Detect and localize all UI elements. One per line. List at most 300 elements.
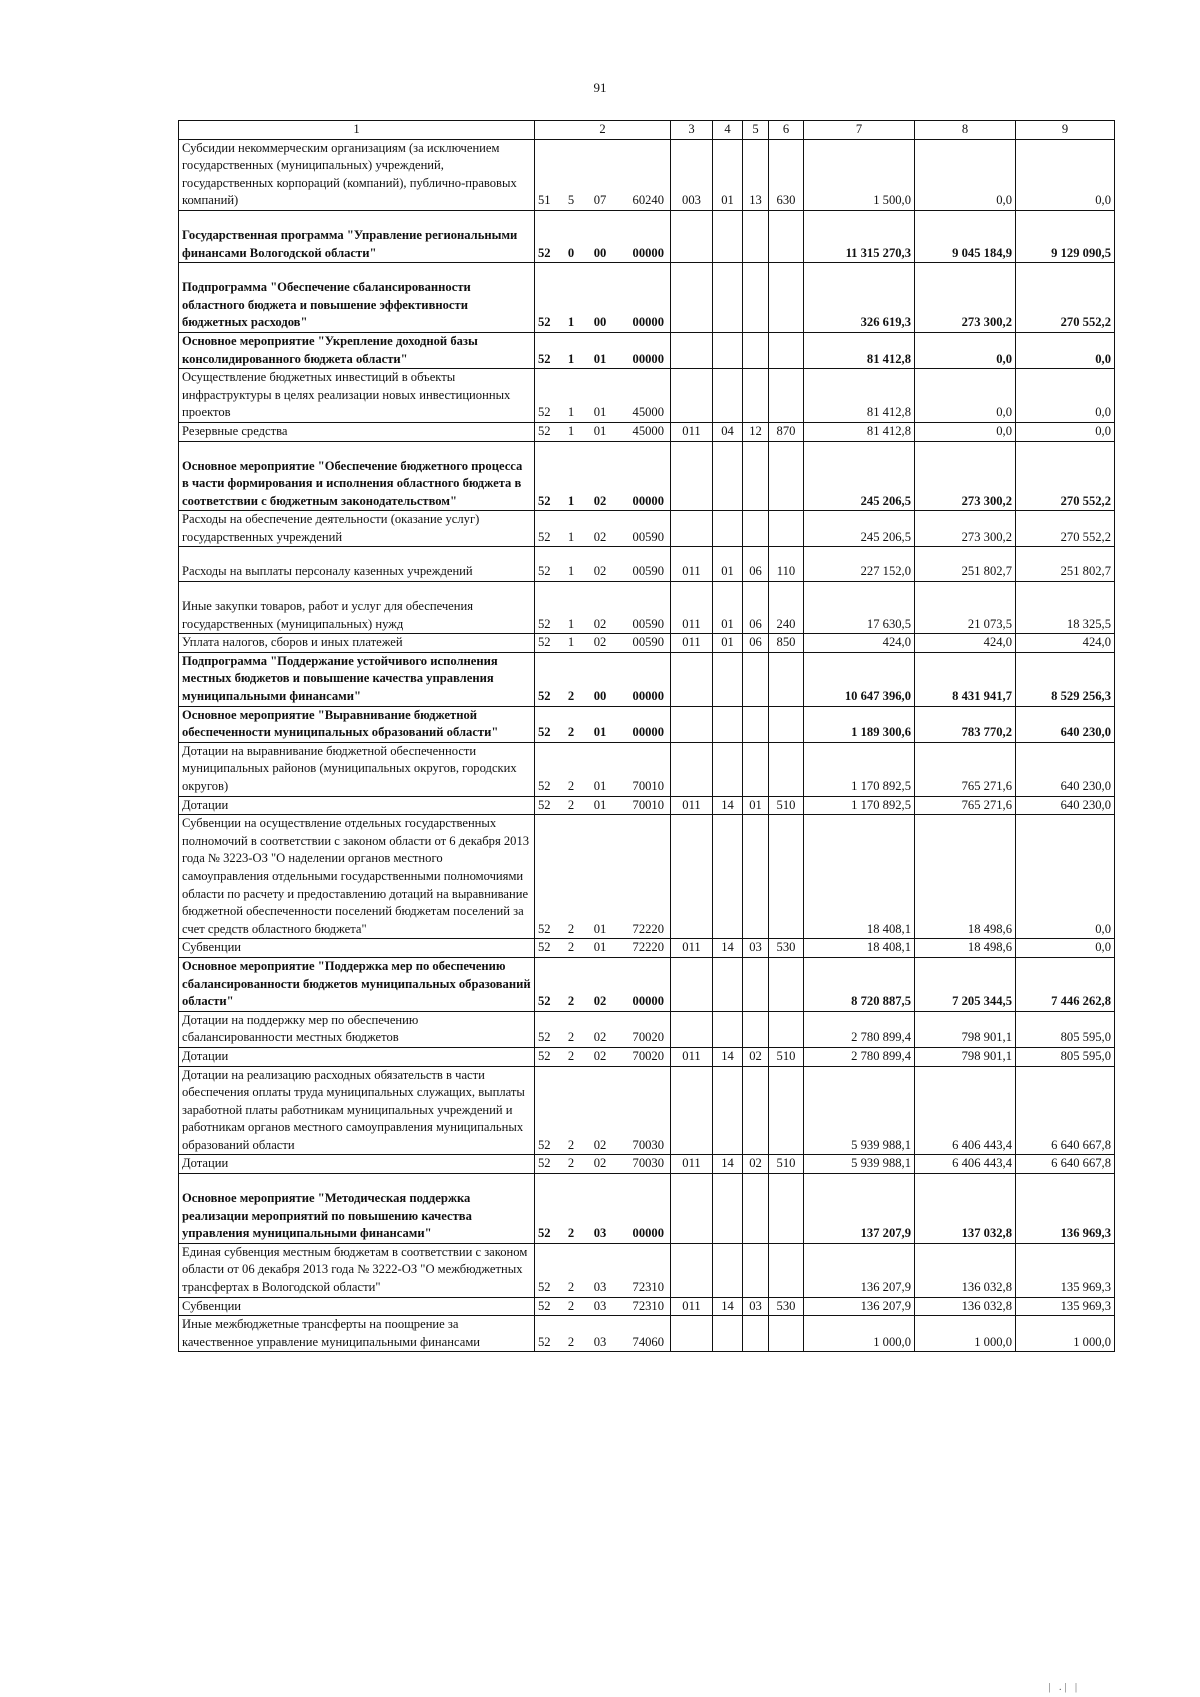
code-part-k2: 2 xyxy=(567,725,575,740)
table-body xyxy=(179,139,1115,1352)
department-code xyxy=(671,957,713,1011)
subsection-code xyxy=(743,957,769,1011)
amount-col8: 136 032,8 xyxy=(915,1297,1016,1316)
amount-col9: 136 969,3 xyxy=(1016,1174,1115,1244)
target-article-code xyxy=(535,1243,671,1297)
section-code xyxy=(713,332,743,368)
department-code: 011 xyxy=(671,1297,713,1316)
table-row xyxy=(179,939,1115,958)
table-row xyxy=(179,706,1115,742)
code-part-k1: 52 xyxy=(538,940,551,955)
table-row xyxy=(179,263,1115,333)
target-article-code xyxy=(535,939,671,958)
table-row xyxy=(179,582,1115,634)
code-part-k2: 2 xyxy=(567,1030,575,1045)
section-code: 01 xyxy=(713,547,743,582)
section-code: 14 xyxy=(713,939,743,958)
amount-col7: 1 500,0 xyxy=(804,139,915,210)
code-part-k1: 52 xyxy=(538,351,551,366)
code-part-k1: 52 xyxy=(538,1048,551,1063)
section-code xyxy=(713,1316,743,1352)
column-header: 2 xyxy=(535,121,671,140)
row-name: Подпрограмма "Поддержание устойчивого исполнения местных бюджетов и повышение качества управления муниципальными финансами" xyxy=(179,652,535,706)
department-code xyxy=(671,1316,713,1352)
target-article-code xyxy=(535,1174,671,1244)
expense-type-code xyxy=(769,652,804,706)
department-code: 011 xyxy=(671,796,713,815)
code-part-k2: 1 xyxy=(567,529,575,544)
code-part-k3: 00 xyxy=(593,245,607,260)
code-part-k3: 07 xyxy=(593,193,607,208)
amount-col9: 0,0 xyxy=(1016,939,1115,958)
expense-type-code: 110 xyxy=(769,547,804,582)
code-part-k3: 02 xyxy=(593,635,607,650)
subsection-code: 01 xyxy=(743,796,769,815)
subsection-code: 02 xyxy=(743,1047,769,1066)
column-header: 9 xyxy=(1016,121,1115,140)
target-article-code xyxy=(535,1066,671,1155)
amount-col7: 136 207,9 xyxy=(804,1297,915,1316)
amount-col9: 0,0 xyxy=(1016,139,1115,210)
code-part-k3: 02 xyxy=(593,1048,607,1063)
amount-col8: 783 770,2 xyxy=(915,706,1016,742)
code-part-k2: 2 xyxy=(567,779,575,793)
amount-col9: 7 446 262,8 xyxy=(1016,957,1115,1011)
code-part-k2: 2 xyxy=(567,1137,575,1152)
code-part-k4: 70020 xyxy=(632,1030,664,1045)
subsection-code: 13 xyxy=(743,139,769,210)
code-part-k3: 02 xyxy=(593,1030,607,1045)
expense-type-code: 530 xyxy=(769,1297,804,1316)
row-name: Государственная программа "Управление региональными финансами Вологодской области" xyxy=(179,210,535,262)
amount-col9: 8 529 256,3 xyxy=(1016,652,1115,706)
table-row xyxy=(179,1066,1115,1155)
expense-type-code xyxy=(769,1011,804,1047)
code-part-k4: 74060 xyxy=(632,1334,664,1349)
column-header: 5 xyxy=(743,121,769,140)
amount-col8: 0,0 xyxy=(915,422,1016,441)
subsection-code xyxy=(743,511,769,547)
expense-type-code xyxy=(769,1316,804,1352)
code-part-k3: 00 xyxy=(593,689,607,704)
target-article-code xyxy=(535,263,671,333)
section-code xyxy=(713,957,743,1011)
code-part-k2: 1 xyxy=(567,351,575,366)
section-code xyxy=(713,742,743,796)
section-code xyxy=(713,1243,743,1297)
table-row xyxy=(179,796,1115,815)
expense-type-code xyxy=(769,957,804,1011)
code-part-k1: 52 xyxy=(538,635,551,650)
subsection-code xyxy=(743,742,769,796)
table-row xyxy=(179,815,1115,939)
department-code xyxy=(671,1011,713,1047)
column-header: 4 xyxy=(713,121,743,140)
section-code xyxy=(713,1174,743,1244)
code-part-k2: 5 xyxy=(567,193,575,208)
department-code: 003 xyxy=(671,139,713,210)
code-part-k4: 70020 xyxy=(632,1048,664,1063)
expense-type-code xyxy=(769,332,804,368)
code-part-k2: 2 xyxy=(567,1334,575,1349)
target-article-code xyxy=(535,634,671,653)
amount-col9: 135 969,3 xyxy=(1016,1297,1115,1316)
amount-col8: 765 271,6 xyxy=(915,742,1016,796)
code-part-k3: 01 xyxy=(593,725,607,740)
code-part-k1: 52 xyxy=(538,405,551,420)
amount-col9: 270 552,2 xyxy=(1016,511,1115,547)
amount-col8: 0,0 xyxy=(915,369,1016,423)
department-code xyxy=(671,1174,713,1244)
code-part-k2: 2 xyxy=(567,689,575,704)
code-part-k2: 1 xyxy=(567,493,575,508)
code-part-k2: 2 xyxy=(567,921,575,936)
department-code xyxy=(671,511,713,547)
column-header: 1 xyxy=(179,121,535,140)
code-part-k1: 52 xyxy=(538,725,551,740)
subsection-code xyxy=(743,263,769,333)
code-part-k4: 70010 xyxy=(632,797,664,812)
column-header: 8 xyxy=(915,121,1016,140)
amount-col7: 1 000,0 xyxy=(804,1316,915,1352)
amount-col8: 798 901,1 xyxy=(915,1047,1016,1066)
table-row xyxy=(179,511,1115,547)
code-part-k1: 52 xyxy=(538,1137,551,1152)
column-header: 3 xyxy=(671,121,713,140)
row-name: Основное мероприятие "Выравнивание бюджетной обеспеченности муниципальных образований области" xyxy=(179,706,535,742)
section-code: 14 xyxy=(713,1155,743,1174)
expense-type-code xyxy=(769,210,804,262)
row-name: Расходы на обеспечение деятельности (оказание услуг) государственных учреждений xyxy=(179,511,535,547)
code-part-k2: 2 xyxy=(567,994,575,1009)
subsection-code: 12 xyxy=(743,422,769,441)
code-part-k3: 03 xyxy=(593,1298,607,1313)
code-part-k2: 1 xyxy=(567,564,575,579)
amount-col8: 6 406 443,4 xyxy=(915,1066,1016,1155)
amount-col9: 270 552,2 xyxy=(1016,263,1115,333)
amount-col8: 765 271,6 xyxy=(915,796,1016,815)
amount-col7: 2 780 899,4 xyxy=(804,1047,915,1066)
amount-col7: 245 206,5 xyxy=(804,511,915,547)
row-name: Основное мероприятие "Методическая поддержка реализации мероприятий по повышению качества управления муниципальными финансами" xyxy=(179,1174,535,1244)
row-name: Субвенции xyxy=(179,1297,535,1316)
code-part-k3: 02 xyxy=(593,1156,607,1171)
table-row xyxy=(179,957,1115,1011)
table-row xyxy=(179,1297,1115,1316)
expense-type-code xyxy=(769,263,804,333)
section-code: 04 xyxy=(713,422,743,441)
department-code xyxy=(671,706,713,742)
target-article-code xyxy=(535,815,671,939)
department-code xyxy=(671,441,713,511)
code-part-k1: 52 xyxy=(538,564,551,579)
code-part-k3: 02 xyxy=(593,1137,607,1152)
code-part-k1: 52 xyxy=(538,689,551,704)
code-part-k4: 72310 xyxy=(632,1280,664,1295)
department-code: 011 xyxy=(671,582,713,634)
amount-col9: 9 129 090,5 xyxy=(1016,210,1115,262)
code-part-k4: 00590 xyxy=(632,529,664,544)
amount-col7: 17 630,5 xyxy=(804,582,915,634)
code-part-k3: 03 xyxy=(593,1280,607,1295)
code-part-k2: 2 xyxy=(567,1156,575,1171)
row-name: Дотации на реализацию расходных обязательств в части обеспечения оплаты труда муниципальных служащих, выплаты заработной платы работникам муниципальных учреждений и работникам органов местного самоуправления муниципальных образований области xyxy=(179,1066,535,1155)
code-part-k3: 03 xyxy=(593,1226,607,1241)
expense-type-code: 510 xyxy=(769,796,804,815)
section-code xyxy=(713,1011,743,1047)
code-part-k1: 52 xyxy=(538,1030,551,1045)
table-row xyxy=(179,1155,1115,1174)
corner-marks: | .| | xyxy=(1048,1682,1080,1693)
target-article-code xyxy=(535,210,671,262)
table-row xyxy=(179,1174,1115,1244)
page-number: 91 xyxy=(593,80,607,95)
amount-col9: 424,0 xyxy=(1016,634,1115,653)
department-code: 011 xyxy=(671,1047,713,1066)
subsection-code xyxy=(743,441,769,511)
code-part-k3: 02 xyxy=(593,994,607,1009)
amount-col7: 5 939 988,1 xyxy=(804,1066,915,1155)
subsection-code xyxy=(743,1174,769,1244)
amount-col9: 0,0 xyxy=(1016,815,1115,939)
code-part-k2: 1 xyxy=(567,635,575,650)
code-part-k1: 51 xyxy=(538,193,551,208)
code-part-k3: 02 xyxy=(593,529,607,544)
code-part-k2: 0 xyxy=(567,245,575,260)
code-part-k4: 70030 xyxy=(632,1137,664,1152)
amount-col9: 135 969,3 xyxy=(1016,1243,1115,1297)
department-code: 011 xyxy=(671,939,713,958)
department-code xyxy=(671,1066,713,1155)
table-row xyxy=(179,634,1115,653)
amount-col7: 245 206,5 xyxy=(804,441,915,511)
code-part-k4: 00000 xyxy=(632,725,664,740)
code-part-k1: 52 xyxy=(538,921,551,936)
expense-type-code: 630 xyxy=(769,139,804,210)
department-code xyxy=(671,652,713,706)
code-part-k3: 02 xyxy=(593,493,607,508)
amount-col7: 1 170 892,5 xyxy=(804,796,915,815)
code-part-k1: 52 xyxy=(538,423,551,438)
amount-col7: 10 647 396,0 xyxy=(804,652,915,706)
amount-col8: 21 073,5 xyxy=(915,582,1016,634)
code-part-k3: 00 xyxy=(593,315,607,330)
department-code xyxy=(671,332,713,368)
amount-col7: 137 207,9 xyxy=(804,1174,915,1244)
table-row xyxy=(179,547,1115,582)
amount-col8: 7 205 344,5 xyxy=(915,957,1016,1011)
section-code: 14 xyxy=(713,1297,743,1316)
table-row xyxy=(179,441,1115,511)
amount-col8: 136 032,8 xyxy=(915,1243,1016,1297)
row-name: Дотации xyxy=(179,1155,535,1174)
amount-col8: 18 498,6 xyxy=(915,939,1016,958)
department-code: 011 xyxy=(671,422,713,441)
target-article-code xyxy=(535,422,671,441)
code-part-k1: 52 xyxy=(538,245,551,260)
amount-col8: 18 498,6 xyxy=(915,815,1016,939)
expense-type-code: 510 xyxy=(769,1047,804,1066)
code-part-k1: 52 xyxy=(538,1280,551,1295)
row-name: Осуществление бюджетных инвестиций в объекты инфраструктуры в целях реализации новых инвестиционных проектов xyxy=(179,369,535,423)
expense-type-code xyxy=(769,369,804,423)
code-part-k3: 01 xyxy=(593,940,607,955)
code-part-k1: 52 xyxy=(538,994,551,1009)
code-part-k2: 1 xyxy=(567,616,575,631)
subsection-code xyxy=(743,652,769,706)
subsection-code: 03 xyxy=(743,939,769,958)
amount-col9: 0,0 xyxy=(1016,422,1115,441)
amount-col7: 18 408,1 xyxy=(804,939,915,958)
row-name: Субсидии некоммерческим организациям (за исключением государственных (муниципальных) учреждений, государственных корпораций (компаний), публично-правовых компаний) xyxy=(179,139,535,210)
section-code: 01 xyxy=(713,634,743,653)
section-code xyxy=(713,511,743,547)
row-name: Единая субвенция местным бюджетам в соответствии с законом области от 06 декабря 2013 года № 3222-ОЗ "О межбюджетных трансфертах в Вологодской области" xyxy=(179,1243,535,1297)
code-part-k1: 52 xyxy=(538,1156,551,1171)
table-row xyxy=(179,652,1115,706)
budget-table xyxy=(178,120,1115,1352)
row-name: Основное мероприятие "Обеспечение бюджетного процесса в части формирования и исполнения областного бюджета в соответствии с бюджетным законодательством" xyxy=(179,441,535,511)
amount-col8: 6 406 443,4 xyxy=(915,1155,1016,1174)
table-row xyxy=(179,1243,1115,1297)
target-article-code xyxy=(535,652,671,706)
section-code xyxy=(713,706,743,742)
row-name: Основное мероприятие "Поддержка мер по обеспечению сбалансированности бюджетов муниципальных образований области" xyxy=(179,957,535,1011)
amount-col7: 81 412,8 xyxy=(804,332,915,368)
row-name: Субвенции на осуществление отдельных государственных полномочий в соответствии с законом области от 6 декабря 2013 года № 3223-ОЗ "О наделении органов местного самоуправления отдельными государственными полномочиями области по расчету и предоставлению дотаций на выравнивание бюджетной обеспеченности поселений бюджетам поселений за счет средств областного бюджета" xyxy=(179,815,535,939)
subsection-code xyxy=(743,1066,769,1155)
code-part-k3: 01 xyxy=(593,921,607,936)
table-row xyxy=(179,742,1115,796)
section-code xyxy=(713,815,743,939)
code-part-k2: 2 xyxy=(567,1280,575,1295)
section-code xyxy=(713,369,743,423)
department-code xyxy=(671,369,713,423)
row-name: Дотации xyxy=(179,796,535,815)
code-part-k3: 02 xyxy=(593,564,607,579)
code-part-k1: 52 xyxy=(538,1298,551,1313)
subsection-code xyxy=(743,369,769,423)
amount-col9: 640 230,0 xyxy=(1016,742,1115,796)
amount-col8: 9 045 184,9 xyxy=(915,210,1016,262)
code-part-k1: 52 xyxy=(538,493,551,508)
code-part-k3: 01 xyxy=(593,351,607,366)
code-part-k2: 2 xyxy=(567,797,575,812)
department-code: 011 xyxy=(671,634,713,653)
amount-col7: 18 408,1 xyxy=(804,815,915,939)
target-article-code xyxy=(535,1011,671,1047)
amount-col7: 5 939 988,1 xyxy=(804,1155,915,1174)
code-part-k2: 2 xyxy=(567,1298,575,1313)
department-code xyxy=(671,210,713,262)
column-header: 7 xyxy=(804,121,915,140)
amount-col7: 1 170 892,5 xyxy=(804,742,915,796)
department-code xyxy=(671,263,713,333)
row-name: Расходы на выплаты персоналу казенных учреждений xyxy=(179,547,535,582)
table-row xyxy=(179,1047,1115,1066)
code-part-k4: 00000 xyxy=(632,245,664,260)
target-article-code xyxy=(535,582,671,634)
amount-col9: 805 595,0 xyxy=(1016,1011,1115,1047)
code-part-k1: 52 xyxy=(538,1226,551,1241)
code-part-k4: 45000 xyxy=(632,405,664,420)
expense-type-code xyxy=(769,441,804,511)
row-name: Дотации xyxy=(179,1047,535,1066)
target-article-code xyxy=(535,957,671,1011)
code-part-k2: 1 xyxy=(567,423,575,438)
amount-col8: 273 300,2 xyxy=(915,263,1016,333)
target-article-code xyxy=(535,1047,671,1066)
code-part-k4: 70030 xyxy=(632,1156,664,1171)
section-code xyxy=(713,441,743,511)
subsection-code xyxy=(743,815,769,939)
code-part-k2: 2 xyxy=(567,940,575,955)
expense-type-code xyxy=(769,1066,804,1155)
expense-type-code xyxy=(769,815,804,939)
code-part-k4: 72220 xyxy=(632,940,664,955)
code-part-k1: 52 xyxy=(538,1334,551,1349)
amount-col8: 273 300,2 xyxy=(915,511,1016,547)
code-part-k4: 00000 xyxy=(632,493,664,508)
code-part-k4: 00000 xyxy=(632,689,664,704)
row-name: Дотации на поддержку мер по обеспечению сбалансированности местных бюджетов xyxy=(179,1011,535,1047)
code-part-k1: 52 xyxy=(538,779,551,793)
target-article-code xyxy=(535,139,671,210)
code-part-k2: 2 xyxy=(567,1048,575,1063)
code-part-k2: 1 xyxy=(567,315,575,330)
target-article-code xyxy=(535,1297,671,1316)
amount-col8: 1 000,0 xyxy=(915,1316,1016,1352)
target-article-code xyxy=(535,547,671,582)
amount-col7: 424,0 xyxy=(804,634,915,653)
section-code: 14 xyxy=(713,1047,743,1066)
code-part-k3: 02 xyxy=(593,616,607,631)
column-header: 6 xyxy=(769,121,804,140)
code-part-k4: 70010 xyxy=(632,779,664,793)
subsection-code xyxy=(743,210,769,262)
expense-type-code xyxy=(769,511,804,547)
code-part-k4: 72220 xyxy=(632,921,664,936)
code-part-k2: 2 xyxy=(567,1226,575,1241)
amount-col9: 251 802,7 xyxy=(1016,547,1115,582)
code-part-k4: 00590 xyxy=(632,635,664,650)
amount-col9: 805 595,0 xyxy=(1016,1047,1115,1066)
expense-type-code: 850 xyxy=(769,634,804,653)
row-name: Иные межбюджетные трансферты на поощрение за качественное управление муниципальными финансами xyxy=(179,1316,535,1352)
subsection-code xyxy=(743,1316,769,1352)
section-code xyxy=(713,210,743,262)
section-code xyxy=(713,652,743,706)
amount-col8: 0,0 xyxy=(915,139,1016,210)
code-part-k3: 01 xyxy=(593,423,607,438)
department-code: 011 xyxy=(671,547,713,582)
code-part-k4: 60240 xyxy=(632,193,664,208)
amount-col7: 227 152,0 xyxy=(804,547,915,582)
amount-col7: 8 720 887,5 xyxy=(804,957,915,1011)
expense-type-code: 530 xyxy=(769,939,804,958)
section-code xyxy=(713,263,743,333)
subsection-code: 06 xyxy=(743,634,769,653)
department-code xyxy=(671,742,713,796)
amount-col9: 640 230,0 xyxy=(1016,796,1115,815)
expense-type-code: 510 xyxy=(769,1155,804,1174)
subsection-code: 06 xyxy=(743,582,769,634)
amount-col7: 136 207,9 xyxy=(804,1243,915,1297)
expense-type-code: 870 xyxy=(769,422,804,441)
department-code: 011 xyxy=(671,1155,713,1174)
table-header-row xyxy=(179,121,1115,140)
amount-col8: 424,0 xyxy=(915,634,1016,653)
